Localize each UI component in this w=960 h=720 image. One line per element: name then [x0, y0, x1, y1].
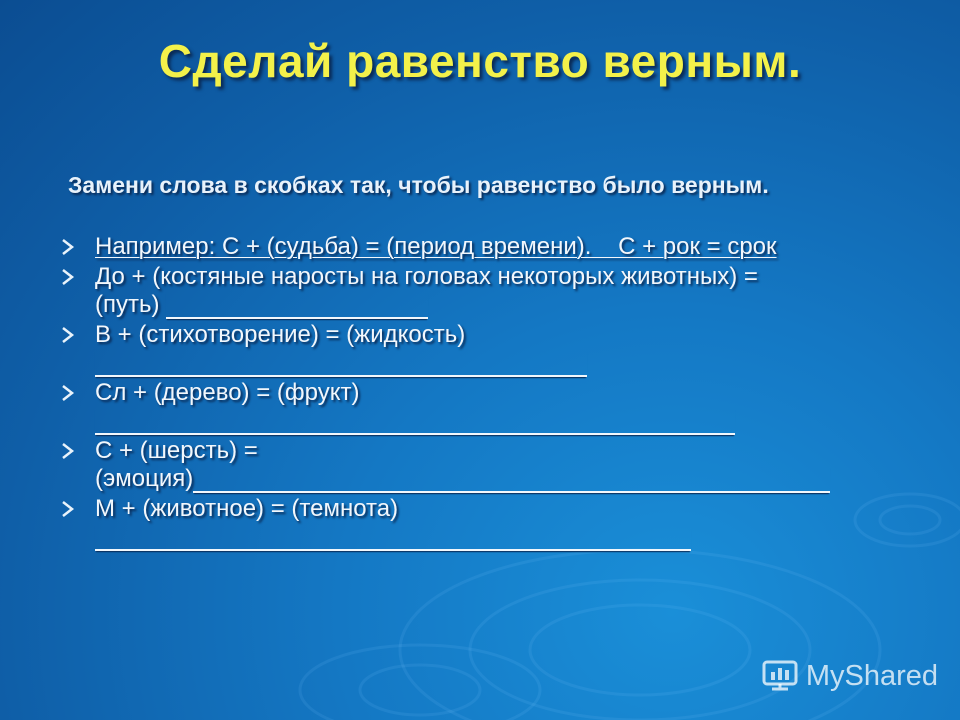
list-item-horns — [60, 263, 920, 319]
answer-blank[interactable] — [193, 465, 830, 493]
answer-blank[interactable] — [95, 407, 735, 435]
item-text: До + (костяные наросты на головах некоторых животных) = — [95, 263, 758, 290]
item-text: С + (шерсть) = — [95, 437, 258, 464]
item-text-continued: (эмоция) — [95, 465, 194, 492]
watermark — [760, 658, 938, 694]
item-text: В + (стихотворение) = (жидкость) — [95, 321, 466, 348]
list-item-example — [60, 233, 920, 261]
item-text-continued: (путь) — [95, 291, 160, 318]
list-item-tree — [60, 379, 920, 435]
arrow-bullet-icon — [60, 266, 78, 288]
slide-title: Сделай равенство верным. — [158, 35, 802, 87]
slide-subtitle: Замени слова в скобках так, чтобы равенство было верным. — [68, 172, 769, 198]
example-text: Например: С + (судьба) = (период времени). С + рок = срок — [95, 233, 777, 260]
item-text: М + (животное) = (темнота) — [95, 495, 399, 522]
list-item-poem — [60, 321, 920, 377]
arrow-bullet-icon — [60, 324, 78, 346]
answer-blank[interactable] — [166, 291, 428, 319]
list-item-wool — [60, 437, 920, 493]
answer-blank[interactable] — [95, 349, 587, 377]
arrow-bullet-icon — [60, 440, 78, 462]
myshared-logo-icon — [760, 658, 800, 694]
list-item-animal — [60, 495, 920, 551]
watermark-text: MyShared — [805, 659, 938, 692]
arrow-bullet-icon — [60, 236, 78, 258]
arrow-bullet-icon — [60, 382, 78, 404]
exercise-list — [60, 233, 920, 553]
item-text: Сл + (дерево) = (фрукт) — [95, 379, 360, 406]
answer-blank[interactable] — [95, 523, 691, 551]
arrow-bullet-icon — [60, 498, 78, 520]
